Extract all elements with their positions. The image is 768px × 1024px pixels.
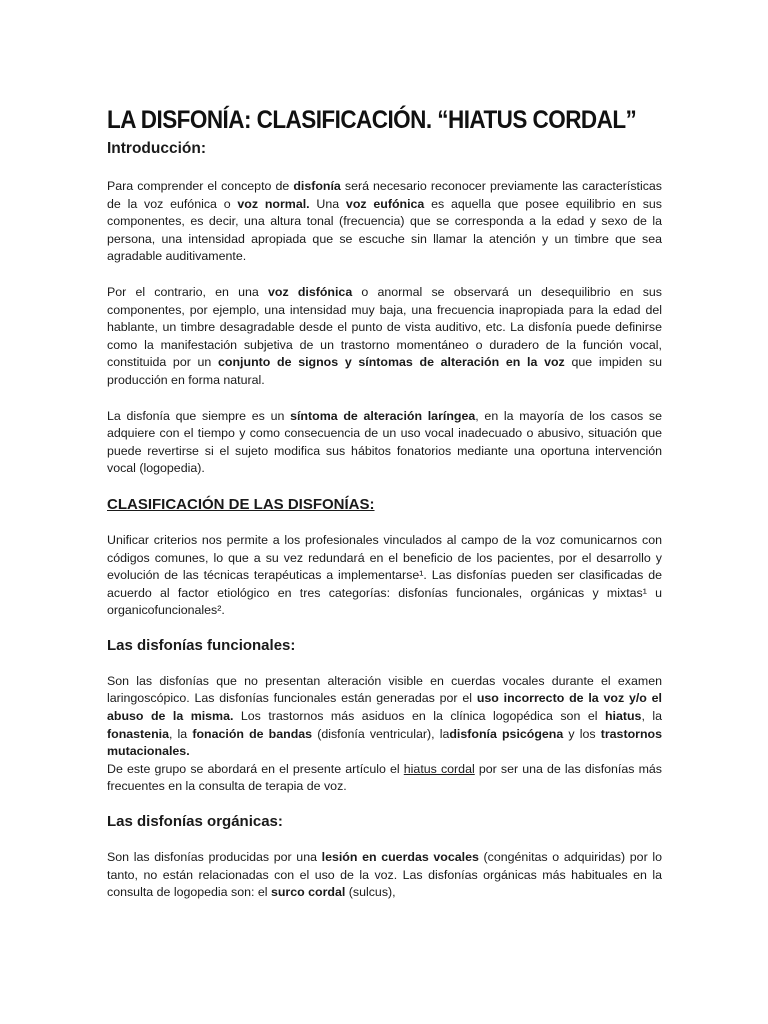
term-sintoma-laringea: síntoma de alteración laríngea <box>290 408 476 423</box>
term-lesion-cuerdas: lesión en cuerdas vocales <box>321 850 479 865</box>
organic-heading: Las disfonías orgánicas: <box>107 813 283 831</box>
paragraph-2: Por el contrario, en una voz disfónica o anormal se observará un desequilibrio en sus componentes, por ejemplo, una intensidad muy baja, una frecuencia inapropiada para la edad del hablante, un timbre desagradable desde el punto de vista auditivo, etc. La disfonía puede definirse como la manifestación subjetiva de un trastorno momentáneo o duradero de la función vocal, constituida por un conjunto de signos y síntomas de alteración en la voz que impiden su producción en forma natural. <box>107 284 662 387</box>
intro-heading: Introducción: <box>107 140 207 157</box>
functional-heading: Las disfonías funcionales: <box>107 636 296 654</box>
term-trastornos-mutacionales: trastornos mutacionales. <box>107 726 662 759</box>
document-page <box>107 103 662 902</box>
term-hiatus: hiatus <box>604 709 642 724</box>
paragraph-3: La disfonía que siempre es un síntoma de alteración laríngea, en la mayoría de los casos se adquiere con el tiempo y como consecuencia de un uso vocal inadecuado o abusivo, situación que puede revertirse si el sujeto modifica sus hábitos fonatorios mediante una oportuna intervención vocal (logopedia). <box>107 408 662 476</box>
term-conjunto-signos: conjunto de signos y síntomas de alteración en la voz <box>218 355 565 370</box>
paragraph-4: Unificar criterios nos permite a los profesionales vinculados al campo de la voz comunicarnos con códigos comunes, lo que a su vez redundará en el beneficio de los pacientes, por el desarrollo y evolución de las técnicas terapéuticas a implementarse¹. Las disfonías pueden ser clasificadas de acuerdo al factor etiológico en tres categorías: disfonías funcionales, orgánicas y mixtas¹ u organicofuncionales². <box>107 532 662 618</box>
paragraph-5: Son las disfonías que no presentan alteración visible en cuerdas vocales durante el examen laringoscópico. Las disfonías funcionales están generadas por el uso incorrecto de la voz y/o el abuso de la misma. Los trastornos más asiduos en la clínica logopédica son el hiatus, la fonastenia, la fonación de bandas (disfonía ventricular), ladisfonía psicógena y los trastornos mutacionales. <box>107 673 662 759</box>
term-fonacion-bandas: fonación de bandas <box>192 726 313 741</box>
term-surco-cordal: surco cordal <box>270 885 346 900</box>
paragraph-5b: De este grupo se abordará en el presente artículo el hiatus cordal por ser una de las disfonías más frecuentes en la consulta de terapia de voz. <box>107 761 662 794</box>
term-fonastenia: fonastenia <box>107 726 169 741</box>
term-voz-eufonica: voz eufónica <box>345 196 425 211</box>
term-disfonia: disfonía <box>293 179 341 193</box>
paragraph-1: Para comprender el concepto de disfonía será necesario reconocer previamente las características de la voz eufónica o voz normal. Una voz eufónica es aquella que posee equilibrio en sus componentes, es decir, una altura tonal (frecuencia) que se corresponda a la edad y sexo de la persona, una intensidad apropiada que se escuche sin llamar la atención y un timbre que sea agradable auditivamente. <box>107 179 662 264</box>
paragraph-6: Son las disfonías producidas por una lesión en cuerdas vocales (congénitas o adquiridas) por lo tanto, no están relacionadas con el uso de la voz. Las disfonías orgánicas más habituales en la consulta de logopedia son: el surco cordal (sulcus), <box>107 850 662 900</box>
term-hiatus-cordal: hiatus cordal <box>403 761 475 776</box>
classification-heading: CLASIFICACIÓN DE LAS DISFONÍAS: <box>107 495 375 513</box>
document-title: LA DISFONÍA: CLASIFICACIÓN. “HIATUS CORDAL” <box>107 106 637 134</box>
term-disfonia-psicogena: disfonía psicógena <box>449 726 564 741</box>
term-voz-normal: voz normal. <box>237 196 310 211</box>
term-uso-incorrecto: uso incorrecto de la voz y/o el abuso de la misma. <box>107 691 662 724</box>
term-voz-disfonica: voz disfónica <box>267 284 353 299</box>
